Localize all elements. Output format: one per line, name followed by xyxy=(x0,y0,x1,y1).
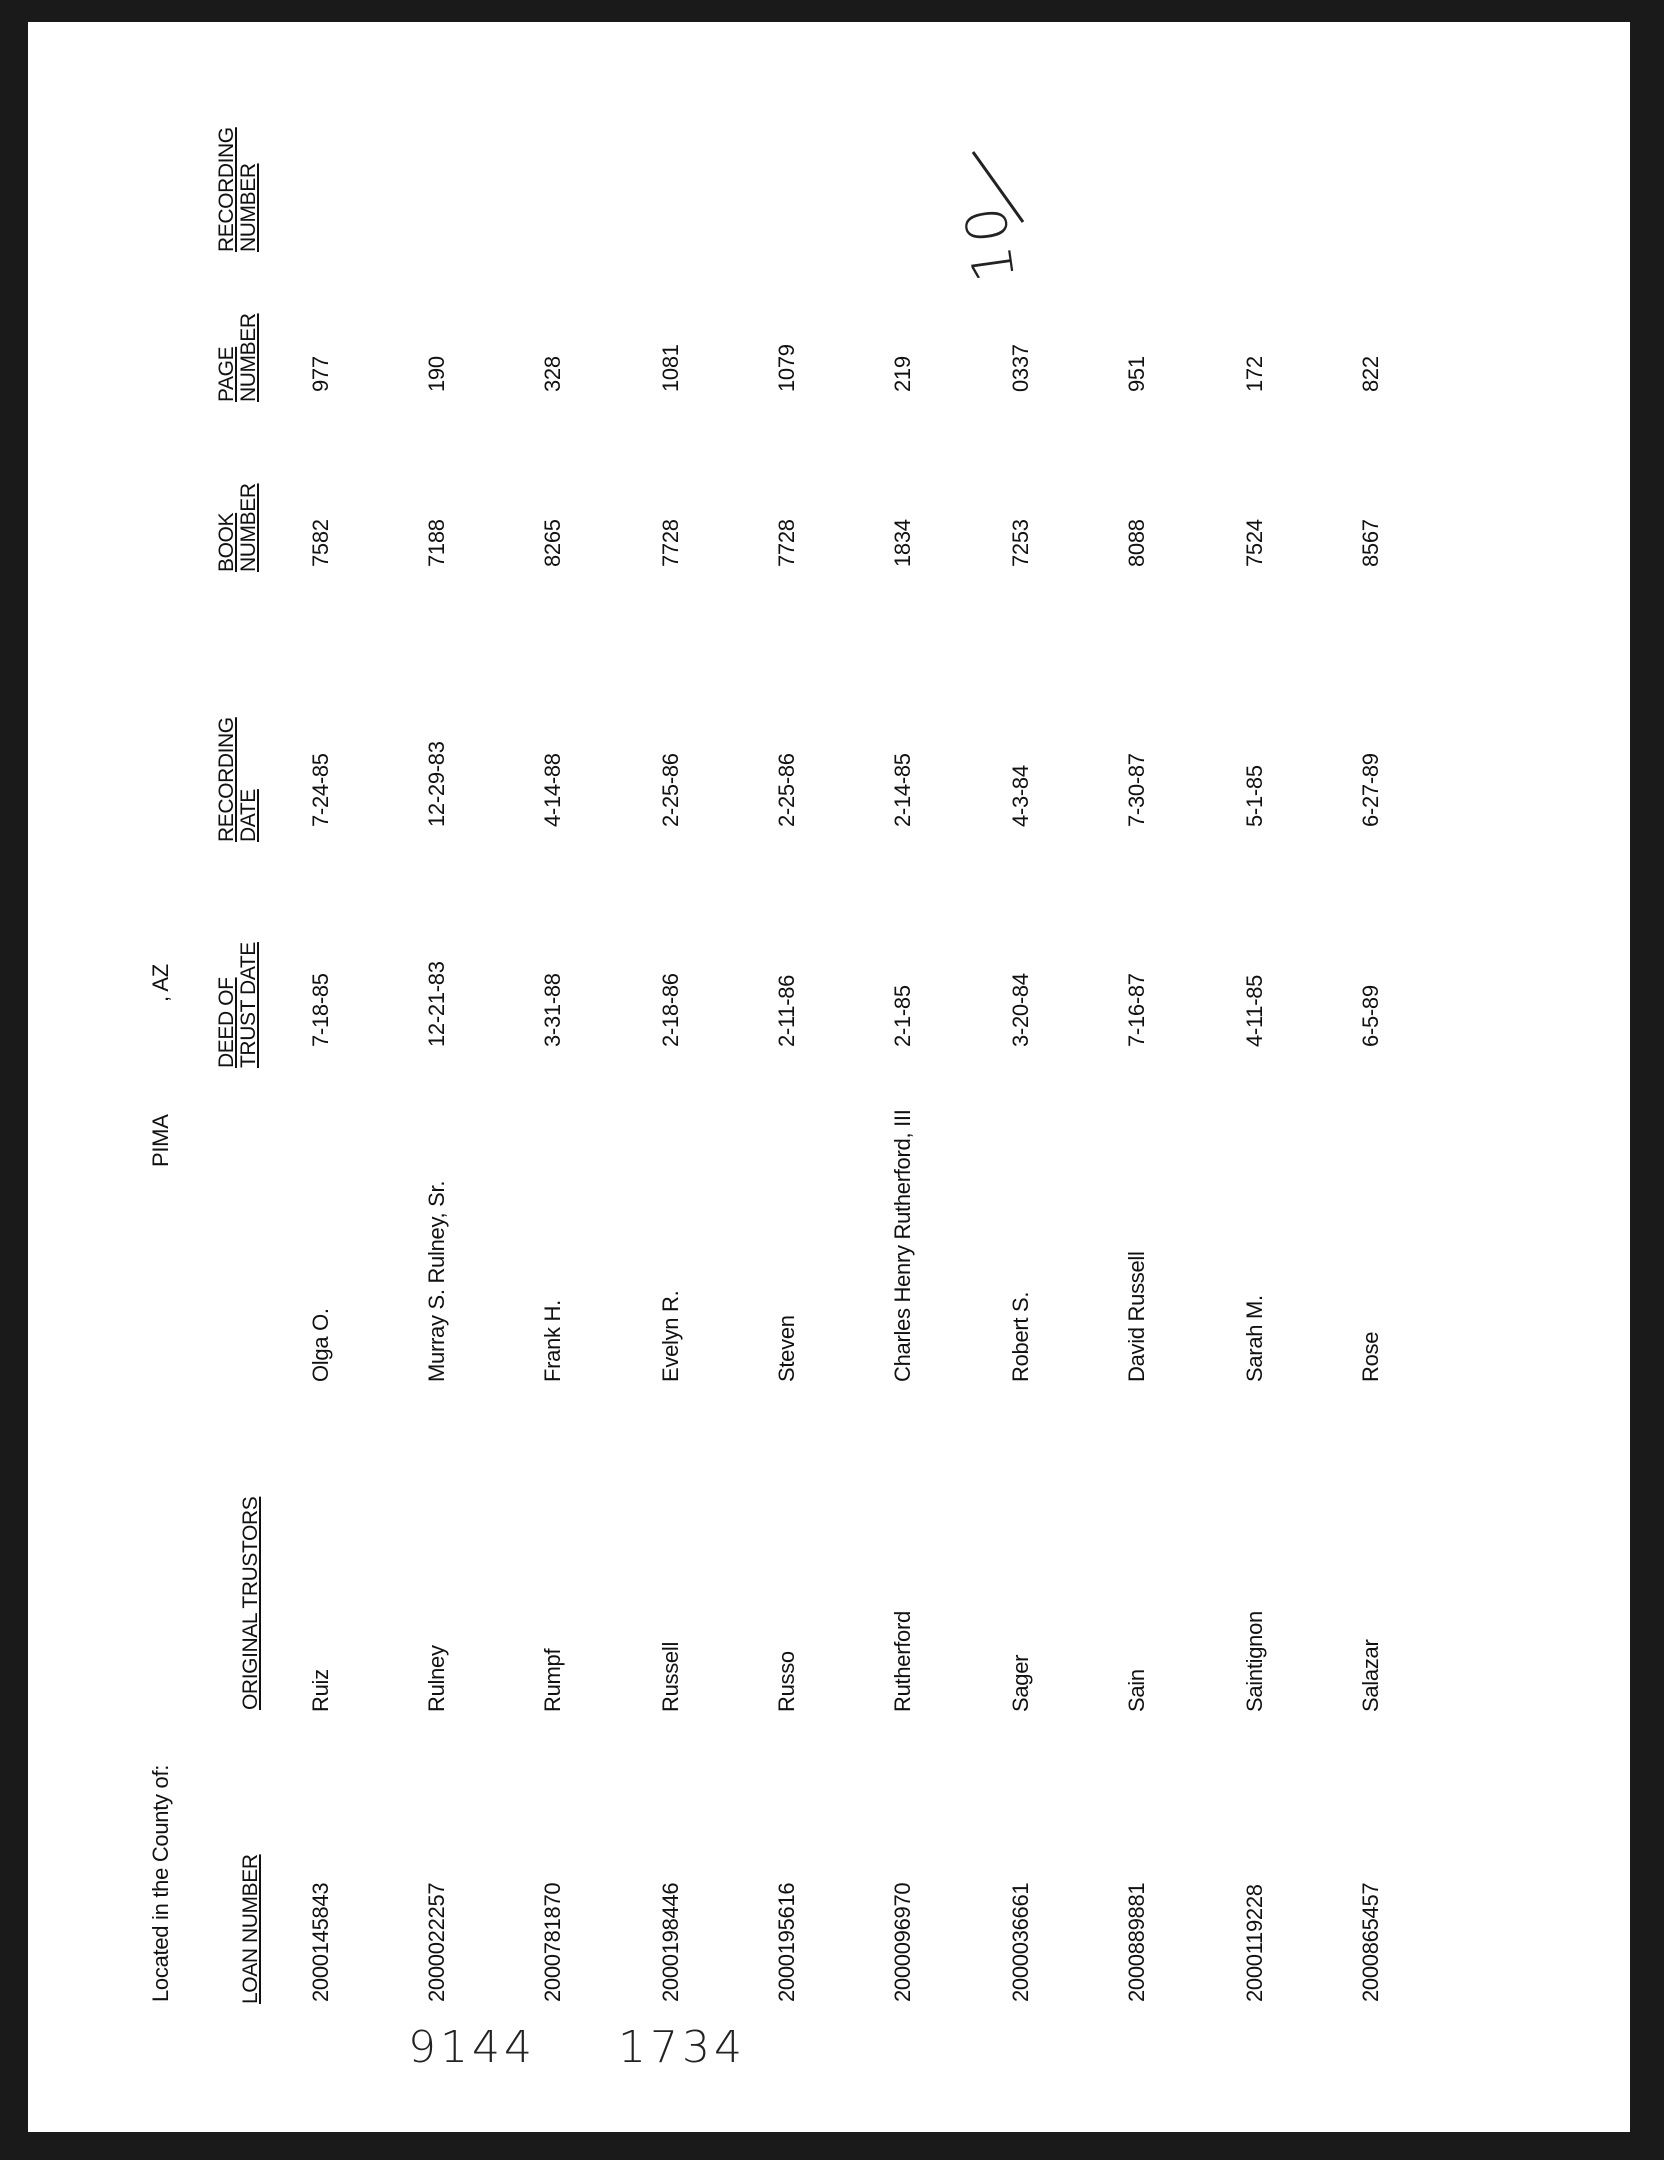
trustor-last-name: Russo xyxy=(774,1651,799,1712)
page-number: 0337 xyxy=(1008,344,1033,392)
document-page xyxy=(28,22,1630,2132)
table-row xyxy=(308,22,348,2132)
header-recdate-line2: DATE xyxy=(237,789,260,842)
loan-number: 2000865457 xyxy=(1358,1882,1383,2002)
deed-of-trust-date: 3-20-84 xyxy=(1008,973,1033,1047)
table-row xyxy=(658,22,698,2132)
page-number: 977 xyxy=(308,356,333,392)
trustor-last-name: Sain xyxy=(1124,1669,1149,1712)
trustor-first-name: Sarah M. xyxy=(1242,1295,1267,1382)
recording-date: 4-3-84 xyxy=(1008,765,1033,827)
header-recording-date xyxy=(216,717,260,842)
recording-date: 2-14-85 xyxy=(890,753,915,827)
header-book-line1: BOOK xyxy=(215,512,238,572)
trustor-first-name: Olga O. xyxy=(308,1308,333,1382)
trustor-first-name: Steven xyxy=(774,1315,799,1382)
book-number: 7253 xyxy=(1008,519,1033,567)
trustor-first-name: Evelyn R. xyxy=(658,1290,683,1382)
header-deed-of-trust-date xyxy=(216,942,260,1068)
deed-of-trust-date: 6-5-89 xyxy=(1358,985,1383,1047)
header-original-trustors: ORIGINAL TRUSTORS xyxy=(239,1496,262,1710)
page-number: 219 xyxy=(890,356,915,392)
header-page-line1: PAGE xyxy=(215,346,238,402)
trustor-last-name: Ruiz xyxy=(308,1669,333,1712)
header-page-number xyxy=(216,313,260,402)
table-row xyxy=(1124,22,1164,2132)
book-number: 8088 xyxy=(1124,519,1149,567)
recording-date: 4-14-88 xyxy=(540,753,565,827)
book-number: 7524 xyxy=(1242,519,1267,567)
table-row xyxy=(1008,22,1048,2132)
trustor-last-name: Saintignon xyxy=(1242,1611,1267,1712)
page-number: 1079 xyxy=(774,344,799,392)
deed-of-trust-date: 7-18-85 xyxy=(308,973,333,1047)
rotated-content xyxy=(28,22,1630,2132)
location-label: Located in the County of: xyxy=(148,1764,173,2002)
loan-number: 2000096970 xyxy=(890,1882,915,2002)
handwritten-mark: 10 xyxy=(952,198,1029,287)
trustor-first-name: Charles Henry Rutherford, III xyxy=(890,1109,915,1382)
deed-of-trust-date: 12-21-83 xyxy=(424,961,449,1047)
trustor-first-name: Rose xyxy=(1358,1331,1383,1382)
loan-number: 2000781870 xyxy=(540,1882,565,2002)
loan-number: 2000195616 xyxy=(774,1882,799,2002)
trustor-last-name: Rulney xyxy=(424,1645,449,1712)
trustor-first-name: Frank H. xyxy=(540,1300,565,1382)
header-recording-number xyxy=(216,127,260,252)
trustor-last-name: Russell xyxy=(658,1641,683,1712)
header-loan-number: LOAN NUMBER xyxy=(239,1854,262,2004)
recording-date: 7-30-87 xyxy=(1124,753,1149,827)
loan-number: 2000036661 xyxy=(1008,1882,1033,2002)
table-row xyxy=(1358,22,1398,2132)
loan-number: 2000119228 xyxy=(1242,1884,1267,2002)
recording-date: 5-1-85 xyxy=(1242,765,1267,827)
page-number: 172 xyxy=(1242,356,1267,392)
loan-number: 2000198446 xyxy=(658,1882,683,2002)
header-deed-line2: TRUST DATE xyxy=(237,942,260,1068)
book-number: 8265 xyxy=(540,519,565,567)
book-number: 7188 xyxy=(424,519,449,567)
header-book-number xyxy=(216,483,260,572)
header-recnum-line1: RECORDING xyxy=(215,127,238,252)
deed-of-trust-date: 2-1-85 xyxy=(890,985,915,1047)
book-number: 7728 xyxy=(774,519,799,567)
trustor-first-name: David Russell xyxy=(1124,1251,1149,1382)
deed-of-trust-date: 2-11-86 xyxy=(774,974,799,1047)
deed-of-trust-date: 3-31-88 xyxy=(540,973,565,1047)
handwritten-number-right: 1734 xyxy=(618,2022,746,2073)
book-number: 7582 xyxy=(308,519,333,567)
loan-number: 2000889881 xyxy=(1124,1882,1149,2002)
page-number: 1081 xyxy=(658,344,683,392)
trustor-first-name: Murray S. Rulney, Sr. xyxy=(424,1180,449,1382)
table-row xyxy=(540,22,580,2132)
trustor-last-name: Rumpf xyxy=(540,1648,565,1712)
table-row xyxy=(890,22,930,2132)
recording-date: 6-27-89 xyxy=(1358,753,1383,827)
trustor-last-name: Rutherford xyxy=(890,1611,915,1712)
book-number: 7728 xyxy=(658,519,683,567)
recording-date: 2-25-86 xyxy=(658,753,683,827)
page-number: 328 xyxy=(540,356,565,392)
county-name: PIMA xyxy=(148,1114,173,1167)
trustor-last-name: Sager xyxy=(1008,1654,1033,1712)
deed-of-trust-date: 7-16-87 xyxy=(1124,973,1149,1047)
recording-date: 12-29-83 xyxy=(424,741,449,827)
deed-of-trust-date: 2-18-86 xyxy=(658,973,683,1047)
table-row xyxy=(424,22,464,2132)
recording-date: 2-25-86 xyxy=(774,753,799,827)
loan-number: 2000022257 xyxy=(424,1882,449,2002)
header-page-line2: NUMBER xyxy=(237,313,260,402)
handwritten-number-left: 9144 xyxy=(408,2022,536,2073)
loan-number: 2000145843 xyxy=(308,1882,333,2002)
header-deed-line1: DEED OF xyxy=(215,977,238,1068)
state-name: , AZ xyxy=(148,964,173,1002)
page-number: 822 xyxy=(1358,356,1383,392)
page-number: 951 xyxy=(1124,356,1149,392)
page-number: 190 xyxy=(424,356,449,392)
trustor-first-name: Robert S. xyxy=(1008,1291,1033,1382)
book-number: 8567 xyxy=(1358,519,1383,567)
table-row xyxy=(774,22,814,2132)
header-recnum-line2: NUMBER xyxy=(237,163,260,252)
trustor-last-name: Salazar xyxy=(1358,1639,1383,1712)
checkmark-icon xyxy=(963,142,1043,232)
book-number: 1834 xyxy=(890,519,915,567)
table-row xyxy=(1242,22,1282,2132)
header-recdate-line1: RECORDING xyxy=(215,717,238,842)
deed-of-trust-date: 4-11-85 xyxy=(1242,974,1267,1047)
recording-date: 7-24-85 xyxy=(308,753,333,827)
header-book-line2: NUMBER xyxy=(237,483,260,572)
